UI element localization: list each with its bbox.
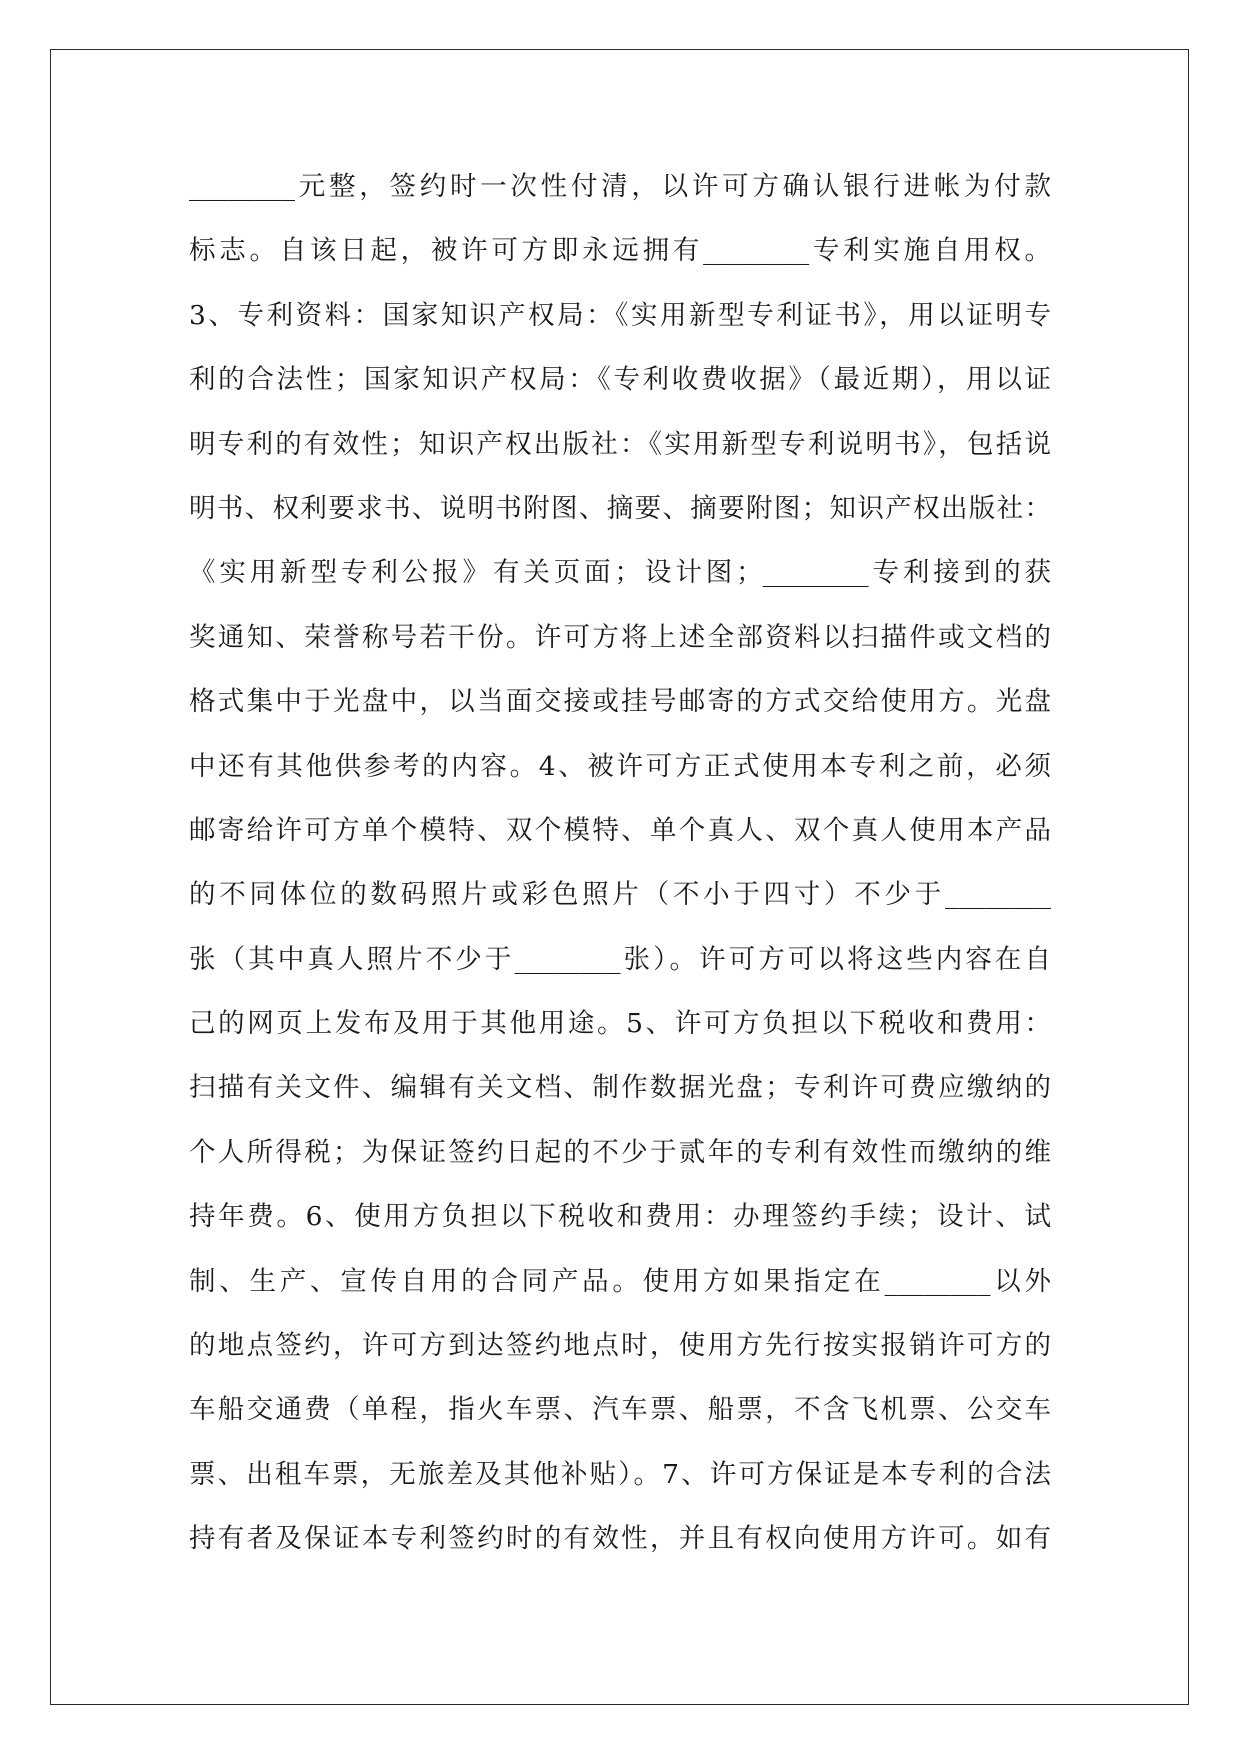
text-line: 的不同体位的数码照片或彩色照片（不小于四寸）不少于________: [189, 879, 1051, 911]
text-line: 张（其中真人照片不少于________张）。许可方可以将这些内容在自: [189, 943, 1051, 975]
text-line: 车船交通费（单程，指火车票、汽车票、船票，不含飞机票、公交车: [189, 1394, 1051, 1426]
text-line: 利的合法性；国家知识产权局：《专利收费收据》（最近期），用以证: [189, 364, 1051, 396]
text-line: 持年费。6、使用方负担以下税收和费用：办理签约手续；设计、试: [189, 1201, 1051, 1233]
text-line: 中还有其他供参考的内容。4、被许可方正式使用本专利之前，必须: [189, 750, 1051, 782]
document-body: [189, 155, 1051, 1572]
text-line: 个人所得税；为保证签约日起的不少于贰年的专利有效性而缴纳的维: [189, 1136, 1051, 1168]
text-line: 持有者及保证本专利签约时的有效性，并且有权向使用方许可。如有: [189, 1523, 1051, 1555]
text-line: 的地点签约，许可方到达签约地点时，使用方先行按实报销许可方的: [189, 1330, 1051, 1362]
text-line: 扫描有关文件、编辑有关文档、制作数据光盘；专利许可费应缴纳的: [189, 1072, 1051, 1104]
text-line: 己的网页上发布及用于其他用途。5、许可方负担以下税收和费用：: [189, 1008, 1051, 1040]
text-line: 格式集中于光盘中，以当面交接或挂号邮寄的方式交给使用方。光盘: [189, 686, 1051, 718]
text-line: ________元整，签约时一次性付清，以许可方确认银行进帐为付款: [189, 171, 1051, 202]
text-line: 明书、权利要求书、说明书附图、摘要、摘要附图；知识产权出版社：: [189, 492, 1051, 524]
text-line: 邮寄给许可方单个模特、双个模特、单个真人、双个真人使用本产品: [189, 814, 1051, 846]
text-line: 标志。自该日起，被许可方即永远拥有________专利实施自用权。: [189, 235, 1051, 267]
text-line: 奖通知、荣誉称号若干份。许可方将上述全部资料以扫描件或文档的: [189, 621, 1051, 653]
text-line: 制、生产、宣传自用的合同产品。使用方如果指定在________以外: [189, 1265, 1051, 1297]
text-line: 明专利的有效性；知识产权出版社：《实用新型专利说明书》，包括说: [189, 428, 1051, 460]
text-line: 《实用新型专利公报》有关页面；设计图；________专利接到的获: [189, 557, 1051, 589]
text-line: 票、出租车票，无旅差及其他补贴）。7、许可方保证是本专利的合法: [189, 1458, 1051, 1490]
text-line: 3、专利资料：国家知识产权局：《实用新型专利证书》，用以证明专: [189, 299, 1051, 331]
